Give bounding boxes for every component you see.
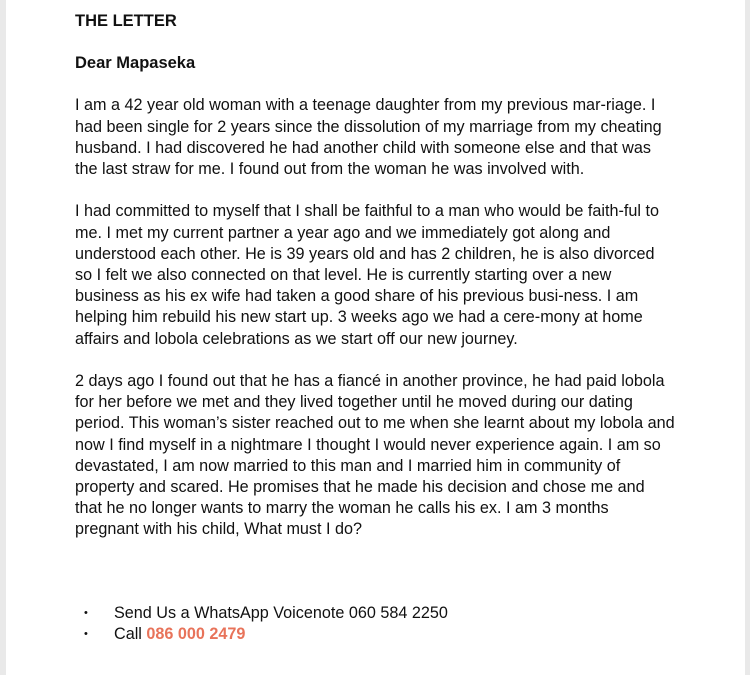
contact-item-whatsapp xyxy=(84,603,448,624)
contact-item-call xyxy=(84,624,448,645)
paragraph-2: I had committed to myself that I shall be faithful to a man who would be faith-ful to me. I met my current partner a year ago and we immediately got along and understood each other. He is 39 years old and has 2 children, he is also divorced so I felt we also connected on that level. He is currently starting over a new business as his ex wife had taken a good share of his previous busi-ness. I am helping him rebuild his new start up. 3 weeks ago we had a cere-mony at home affairs and lobola celebrations as we start off our new journey. xyxy=(75,202,659,348)
bullet-icon: • xyxy=(84,607,88,619)
whatsapp-contact-text: Send Us a WhatsApp Voicenote 060 584 2250 xyxy=(114,604,448,622)
salutation: Dear Mapaseka xyxy=(75,54,196,73)
document-page xyxy=(6,0,745,675)
call-phone-number: 086 000 2479 xyxy=(146,625,246,644)
paragraph-3: 2 days ago I found out that he has a fiancé in another province, he had paid lobola for her before we met and they lived together until he moved during our dating period. This woman’s sister reached out to me when she learnt about my lobola and now I find myself in a nightmare I thought I would never experience again. I am so devastated, I am now married to this man and I married him in community of property and scared. He promises that he made his decision and chose me and that he no longer wants to marry the woman he calls his ex. I am 3 months pregnant with his child, What must I do? xyxy=(75,372,675,539)
bullet-icon: • xyxy=(84,628,88,641)
letter-body xyxy=(75,10,675,541)
paragraph-1: I am a 42 year old woman with a teenage daughter from my previous mar-riage. I had been single for 2 years since the dissolution of my marriage from my cheating husband. I had discovered he had another child with someone else and that was the last straw for me. I found out from the woman he was involved with. xyxy=(75,96,662,179)
call-label: Call xyxy=(114,625,147,644)
contact-list xyxy=(84,603,448,646)
letter-heading: THE LETTER xyxy=(75,12,177,30)
